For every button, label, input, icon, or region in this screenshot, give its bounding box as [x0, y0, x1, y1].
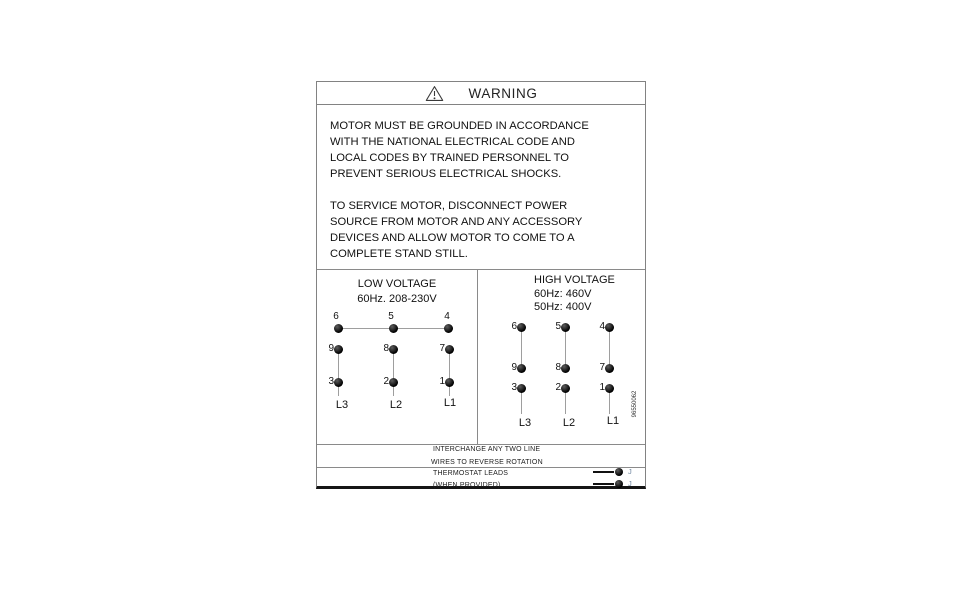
hv-wire-4-7 — [609, 327, 610, 368]
hv-line-label-l1: L1 — [606, 415, 620, 427]
hv-terminal-6-dot — [517, 323, 526, 332]
high-voltage-subtitle-50hz: 50Hz: 400V — [534, 301, 592, 313]
lv-line-label-l3: L3 — [335, 399, 349, 411]
lv-terminal-6-dot — [334, 324, 343, 333]
warning-text-line: LOCAL CODES BY TRAINED PERSONNEL TO — [330, 152, 569, 164]
warning-text-line: TO SERVICE MOTOR, DISCONNECT POWER — [330, 200, 568, 212]
thermostat-note-line-1: THERMOSTAT LEADS — [433, 470, 509, 477]
lv-terminal-4-dot — [444, 324, 453, 333]
hv-terminal-5-dot — [561, 323, 570, 332]
rotation-note-line-1: INTERCHANGE ANY TWO LINE — [433, 446, 541, 453]
warning-text-line: WITH THE NATIONAL ELECTRICAL CODE AND — [330, 136, 575, 148]
hv-terminal-3-dot — [517, 384, 526, 393]
hv-terminal-7-label: 7 — [599, 362, 605, 373]
lv-terminal-2-label: 2 — [383, 376, 389, 387]
lv-terminal-4-label: 4 — [444, 311, 450, 322]
lv-terminal-3-dot — [334, 378, 343, 387]
thermostat-lead-label-2: J — [628, 479, 632, 488]
lv-terminal-7-dot — [445, 345, 454, 354]
lv-wire-7-1 — [449, 349, 450, 396]
hv-line-label-l3: L3 — [518, 417, 532, 429]
hv-terminal-1-label: 1 — [599, 382, 605, 393]
warning-text-line: PREVENT SERIOUS ELECTRICAL SHOCKS. — [330, 168, 562, 180]
high-voltage-subtitle-60hz: 60Hz: 460V — [534, 288, 592, 300]
warning-paragraph-2 — [330, 198, 635, 262]
part-number: 96550062 — [632, 390, 638, 418]
warning-paragraph-1 — [330, 118, 635, 182]
hv-terminal-9-dot — [517, 364, 526, 373]
hv-terminal-4-label: 4 — [599, 321, 605, 332]
thermostat-lead-dot-2 — [615, 480, 623, 488]
hv-terminal-5-label: 5 — [555, 321, 561, 332]
hv-wire-6-9 — [521, 327, 522, 368]
lv-terminal-8-dot — [389, 345, 398, 354]
lv-terminal-1-dot — [445, 378, 454, 387]
hv-terminal-3-label: 3 — [511, 382, 517, 393]
hv-terminal-9-label: 9 — [511, 362, 517, 373]
lv-terminal-7-label: 7 — [439, 343, 445, 354]
thermostat-note-line-2: (WHEN PROVIDED) — [433, 482, 501, 489]
hv-terminal-8-label: 8 — [555, 362, 561, 373]
divider-voltage-top — [317, 269, 645, 270]
thermostat-lead-dot-1 — [615, 468, 623, 476]
warning-text-line: DEVICES AND ALLOW MOTOR TO COME TO A — [330, 232, 575, 244]
divider-footer-mid — [317, 467, 645, 468]
lv-terminal-1-label: 1 — [439, 376, 445, 387]
lv-terminal-3-label: 3 — [328, 376, 334, 387]
low-voltage-title: LOW VOLTAGE — [357, 278, 437, 290]
hv-terminal-7-dot — [605, 364, 614, 373]
hv-terminal-4-dot — [605, 323, 614, 332]
warning-text-line: MOTOR MUST BE GROUNDED IN ACCORDANCE — [330, 120, 589, 132]
lv-terminal-5-dot — [389, 324, 398, 333]
lv-wire-8-2 — [393, 349, 394, 396]
divider-voltage-panels — [477, 269, 478, 444]
lv-terminal-5-label: 5 — [388, 311, 394, 322]
warning-title: WARNING — [468, 85, 538, 101]
low-voltage-subtitle: 60Hz. 208-230V — [357, 293, 437, 305]
lv-wire-9-3 — [338, 349, 339, 396]
lv-terminal-2-dot — [389, 378, 398, 387]
hv-terminal-8-dot — [561, 364, 570, 373]
lv-terminal-9-dot — [334, 345, 343, 354]
hv-terminal-6-label: 6 — [511, 321, 517, 332]
thermostat-lead-wire-2 — [593, 483, 614, 485]
hv-wire-5-8 — [565, 327, 566, 368]
warning-header — [317, 82, 645, 105]
warning-body — [330, 118, 635, 262]
hv-terminal-1-dot — [605, 384, 614, 393]
lv-line-label-l1: L1 — [443, 397, 457, 409]
hv-line-label-l2: L2 — [562, 417, 576, 429]
lv-line-label-l2: L2 — [389, 399, 403, 411]
lv-terminal-9-label: 9 — [328, 343, 334, 354]
warning-text-line: COMPLETE STAND STILL. — [330, 248, 468, 260]
warning-text-line: SOURCE FROM MOTOR AND ANY ACCESSORY — [330, 216, 583, 228]
warning-triangle-icon — [425, 85, 444, 102]
high-voltage-title: HIGH VOLTAGE — [534, 274, 615, 286]
hv-terminal-2-dot — [561, 384, 570, 393]
lv-terminal-8-label: 8 — [383, 343, 389, 354]
thermostat-lead-label-1: J — [628, 467, 632, 476]
motor-warning-label — [316, 81, 646, 489]
thermostat-lead-wire-1 — [593, 471, 614, 473]
hv-terminal-2-label: 2 — [555, 382, 561, 393]
lv-terminal-6-label: 6 — [333, 311, 339, 322]
rotation-note-line-2: WIRES TO REVERSE ROTATION — [431, 459, 543, 466]
